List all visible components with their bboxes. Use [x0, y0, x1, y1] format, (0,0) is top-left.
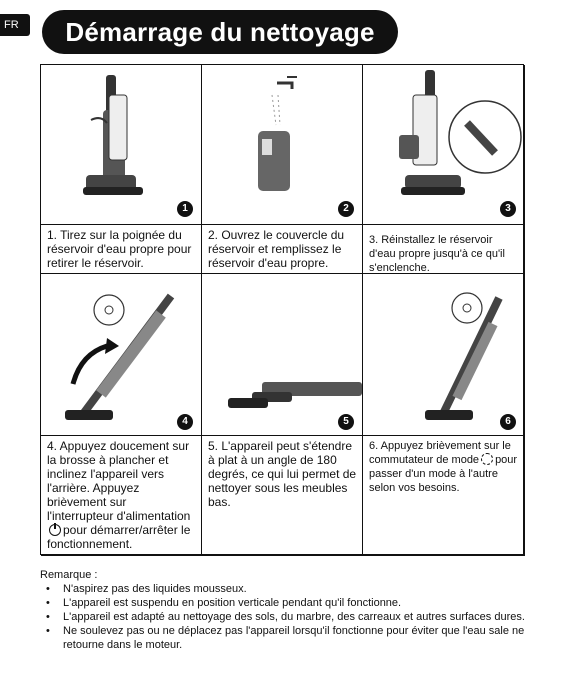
- remarks-heading: Remarque :: [40, 569, 98, 581]
- mode-switch-icon: [481, 453, 493, 465]
- step-3-text: 3. Réinstallez le réservoir d'eau propre jusqu'à ce qu'il s'enclenche.: [363, 225, 525, 274]
- step-6-text-after: pour passer d'un mode à l'autre selon vos besoins.: [369, 454, 518, 494]
- step-5-text: 5. L'appareil peut s'étendre à plat à un angle de 180 degrés, ce qui lui permet de nettoyer sous les meubles bas.: [202, 436, 363, 556]
- remark-item: • L'appareil est suspendu en position verticale pendant qu'il fonctionne.: [40, 596, 530, 610]
- step-3-illustration: [363, 65, 525, 225]
- step-4-illustration: [41, 274, 202, 436]
- step-6-text: [363, 436, 525, 556]
- step-4-text: [41, 436, 202, 556]
- step-1-text: 1. Tirez sur la poignée du réservoir d'eau propre pour retirer le réservoir.: [41, 225, 202, 274]
- remark-item: • Ne soulevez pas ou ne déplacez pas l'appareil lorsqu'il fonctionne pour éviter que l'eau sale ne retourne dans le moteur.: [40, 624, 530, 652]
- page-title: Démarrage du nettoyage: [42, 10, 398, 54]
- step-6-number: 6: [500, 414, 516, 430]
- remarks-list: [40, 582, 530, 652]
- step-4-text-after: pour démarrer/arrêter le fonctionnement.: [47, 523, 191, 551]
- step-5-illustration: [202, 274, 363, 436]
- step-4-text-before: 4. Appuyez doucement sur la brosse à plancher et inclinez l'appareil vers l'arrière. Appuyez brièvement sur l'interrupteur d'alimentation: [47, 439, 191, 523]
- remark-item: • N'aspirez pas des liquides mousseux.: [40, 582, 530, 596]
- step-2-illustration: [202, 65, 363, 225]
- remark-item: • L'appareil est adapté au nettoyage des sols, du marbre, des carreaux et autres surfaces dures.: [40, 610, 530, 624]
- step-6-illustration: [363, 274, 525, 436]
- step-1-illustration: [41, 65, 202, 225]
- step-6-text-before: 6. Appuyez brièvement sur le commutateur de mode: [369, 440, 511, 466]
- step-5-number: 5: [338, 414, 354, 430]
- step-3-number: 3: [500, 201, 516, 217]
- power-icon: [49, 524, 61, 536]
- step-2-number: 2: [338, 201, 354, 217]
- step-1-number: 1: [177, 201, 193, 217]
- step-4-number: 4: [177, 414, 193, 430]
- step-2-text: 2. Ouvrez le couvercle du réservoir et remplissez le réservoir d'eau propre.: [202, 225, 363, 274]
- steps-grid: [40, 64, 524, 555]
- remarks-section: [40, 568, 530, 652]
- language-tag: FR: [0, 14, 30, 36]
